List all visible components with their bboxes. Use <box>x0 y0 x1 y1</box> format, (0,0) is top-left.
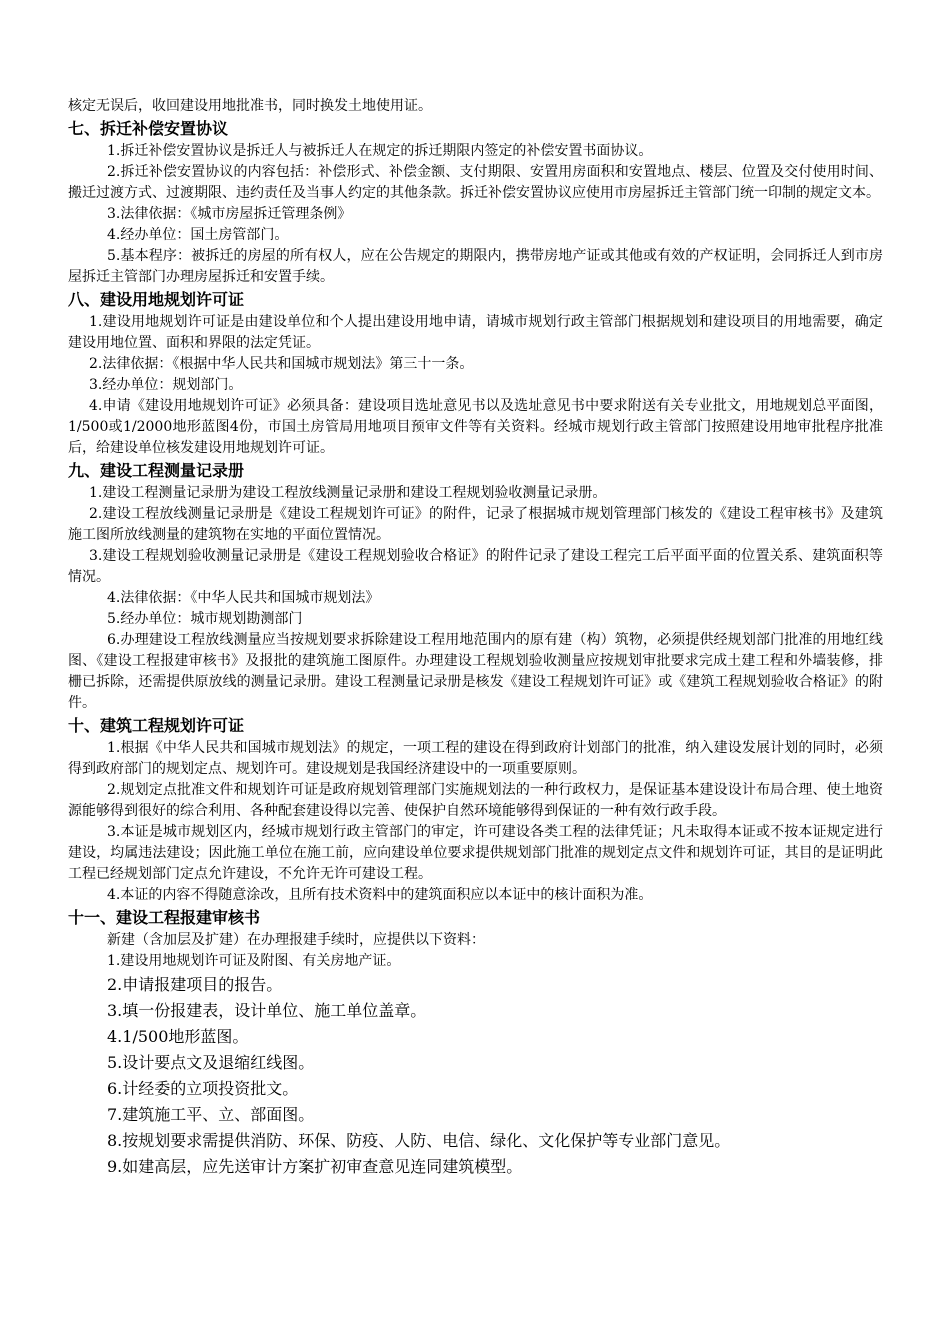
paragraph: 3.本证是城市规划区内，经城市规划行政主管部门的审定，许可建设各类工程的法律凭证；凡未取得本证或不按本证规定进行建设，均属违法建设；因此施工单位在施工前，应向建设单位要求提供规划部门批准的规划定点文件和规划许可证，其目的是证明此工程已经规划部门定点允许建设，不允许无许可建设工程。 <box>68 824 883 882</box>
paragraph: 核定无误后，收回建设用地批准书，同时换发土地使用证。 <box>68 98 432 114</box>
paragraph: 3.建设工程规划验收测量记录册是《建设工程规划验收合格证》的附件记录了建设工程完工后平面平面的位置关系、建筑面积等情况。 <box>68 548 883 585</box>
list-item: 5.设计要点文及退缩红线图。 <box>107 1053 315 1072</box>
section-heading-7: 七、拆迁补偿安置协议 <box>68 119 229 138</box>
section-heading-9: 九、建设工程测量记录册 <box>68 461 245 480</box>
paragraph: 1.拆迁补偿安置协议是拆迁人与被拆迁人在规定的拆迁期限内签定的补偿安置书面协议。 <box>107 143 653 159</box>
list-item: 3.填一份报建表，设计单位、施工单位盖章。 <box>107 1001 427 1020</box>
paragraph: 4.本证的内容不得随意涂改，且所有技术资料中的建筑面积应以本证中的核计面积为准。 <box>107 887 653 903</box>
list-item: 7.建筑施工平、立、部面图。 <box>107 1105 315 1124</box>
paragraph: 4.申请《建设用地规划许可证》必须具备：建设项目选址意见书以及选址意见书中要求附送有关专业批文，用地规划总平面图，1/500或1/2000地形蓝图4份，市国土房管局用地项目预审文件等有关资料。经城市规划行政主管部门按照建设用地审批程序批准后，给建设单位核发建设用地规划许可证。 <box>68 398 883 456</box>
list-item: 1.建设用地规划许可证及附图、有关房地产证。 <box>107 953 401 969</box>
paragraph: 3.法律依据：《城市房屋拆迁管理条例》 <box>107 206 352 222</box>
paragraph: 6.办理建设工程放线测量应当按规划要求拆除建设工程用地范围内的原有建（构）筑物，必须提供经规划部门批准的用地红线图、《建设工程报建审核书》及报批的建筑施工图原件。办理建设工程规划验收测量应按规划审批要求完成土建工程和外墙装修，排栅已拆除，还需提供原放线的测量记录册。建设工程测量记录册是核发《建设工程规划许可证》或《建筑工程规划验收合格证》的附件。 <box>68 632 883 711</box>
section-heading-11: 十一、建设工程报建审核书 <box>68 908 261 927</box>
paragraph: 2.拆迁补偿安置协议的内容包括：补偿形式、补偿金额、支付期限、安置用房面积和安置地点、楼层、位置及交付使用时间、搬迁过渡方式、过渡期限、违约责任及当事人约定的其他条款。拆迁补偿安置协议应使用市房屋拆迁主管部门统一印制的规定文本。 <box>68 164 883 201</box>
paragraph: 1.建设工程测量记录册为建设工程放线测量记录册和建设工程规划验收测量记录册。 <box>89 485 607 501</box>
paragraph: 2.法律依据：《根据中华人民共和国城市规划法》第三十一条。 <box>89 356 474 372</box>
section-heading-10: 十、建筑工程规划许可证 <box>68 716 245 735</box>
paragraph: 5.基本程序：被拆迁的房屋的所有权人，应在公告规定的期限内，携带房地产证或其他或有效的产权证明，会同拆迁人到市房屋拆迁主管部门办理房屋拆迁和安置手续。 <box>68 248 883 285</box>
paragraph: 5.经办单位：城市规划勘测部门 <box>107 611 303 627</box>
section-heading-8: 八、建设用地规划许可证 <box>68 290 245 309</box>
paragraph: 4.法律依据：《中华人民共和国城市规划法》 <box>107 590 380 606</box>
paragraph: 新建（含加层及扩建）在办理报建手续时，应提供以下资料： <box>107 932 485 948</box>
paragraph: 2.建设工程放线测量记录册是《建设工程规划许可证》的附件，记录了根据城市规划管理部门核发的《建设工程审核书》及建筑施工图所放线测量的建筑物在实地的平面位置情况。 <box>68 506 883 543</box>
paragraph: 3.经办单位：规划部门。 <box>89 377 243 393</box>
paragraph: 1.根据《中华人民共和国城市规划法》的规定，一项工程的建设在得到政府计划部门的批准，纳入建设发展计划的同时，必须得到政府部门的规划定点、规划许可。建设规划是我国经济建设中的一项重要原则。 <box>68 740 883 777</box>
list-item: 4.1/500地形蓝图。 <box>107 1027 249 1046</box>
paragraph: 2.规划定点批准文件和规划许可证是政府规划管理部门实施规划法的一种行政权力，是保证基本建设设计布局合理、使土地资源能够得到很好的综合利用、各种配套建设得以完善、使保护自然环境能够得到保证的一种有效行政手段。 <box>68 782 883 819</box>
list-item: 2.申请报建项目的报告。 <box>107 975 283 994</box>
list-item: 8.按规划要求需提供消防、环保、防疫、人防、电信、绿化、文化保护等专业部门意见。 <box>107 1131 731 1150</box>
paragraph: 1.建设用地规划许可证是由建设单位和个人提出建设用地申请，请城市规划行政主管部门根据规划和建设项目的用地需要，确定建设用地位置、面积和界限的法定凭证。 <box>68 314 883 351</box>
paragraph: 4.经办单位：国土房管部门。 <box>107 227 289 243</box>
document-page <box>68 96 883 1180</box>
list-item: 9.如建高层，应先送审计方案扩初审查意见连同建筑模型。 <box>107 1157 523 1176</box>
list-item: 6.计经委的立项投资批文。 <box>107 1079 299 1098</box>
